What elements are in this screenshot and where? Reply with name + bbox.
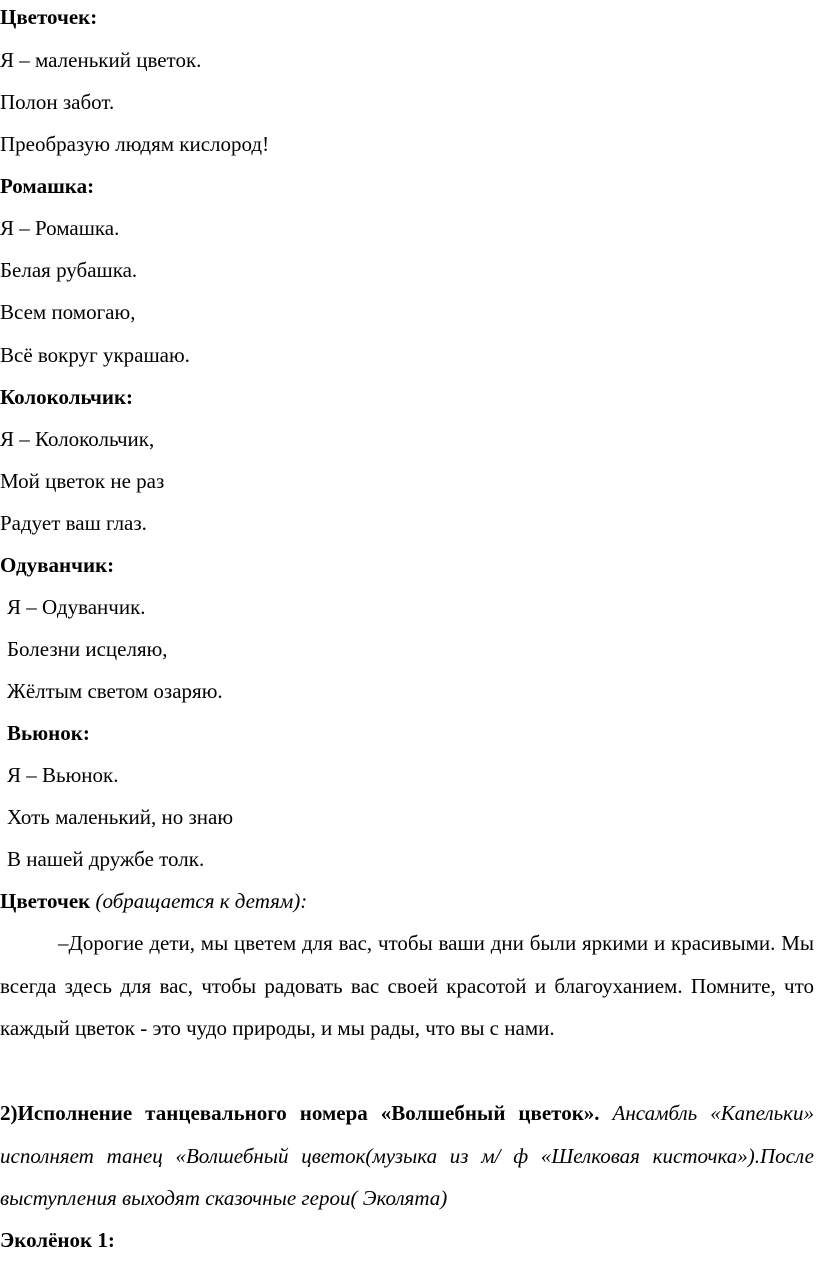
speaker-heading: Цветочек:	[0, 5, 98, 29]
verse-line: Я – Вьюнок.	[7, 763, 119, 787]
verse-line: Белая рубашка.	[0, 258, 138, 282]
verse-line: Я – Ромашка.	[0, 216, 120, 240]
verse-line: Всё вокруг украшаю.	[0, 343, 190, 367]
performance-paragraph	[0, 1092, 814, 1220]
speaker-heading: Одуванчик:	[0, 553, 115, 577]
verse-line: Мой цветок не раз	[0, 469, 165, 493]
verse-line: Всем помогаю,	[0, 300, 136, 324]
verse-line: Жёлтым светом озаряю.	[7, 679, 223, 703]
verse-line: Преобразую людям кислород!	[0, 132, 270, 156]
speaker-heading: Вьюнок:	[7, 721, 90, 745]
speech-text: –Дорогие дети, мы цветем для вас, чтобы ваши дни были яркими и красивыми. Мы всегда здесь для вас, чтобы радовать вас своей красотой и благоуханием. Помните, что каждый цветок - это чудо природы, и мы рады, что вы с нами.	[0, 931, 814, 1040]
speaker-heading: Колокольчик:	[0, 385, 134, 409]
verse-line: Я – Колокольчик,	[0, 427, 155, 451]
speech-paragraph	[0, 922, 814, 1050]
speaker-heading: Эколёнок 1:	[0, 1228, 115, 1252]
speech-speaker: Цветочек	[0, 889, 91, 913]
verse-line: Радует ваш глаз.	[0, 511, 147, 535]
verse-line: Я – Одуванчик.	[7, 595, 146, 619]
verse-line: Полон забот.	[0, 90, 115, 114]
verse-line: Хоть маленький, но знаю	[7, 805, 234, 829]
verse-line: Я – маленький цветок.	[0, 48, 202, 72]
speech-heading	[0, 887, 307, 915]
performance-title: 2)Исполнение танцевального номера «Волшебный цветок».	[0, 1101, 600, 1125]
verse-line: Болезни исцеляю,	[7, 637, 168, 661]
performance-description: Ансамбль «Капельки» исполняет танец «Волшебный цветок(музыка из м/ ф «Шелковая кисточка»).После выступления выходят сказочные герои( Эколята)	[0, 1101, 814, 1210]
speaker-heading: Ромашка:	[0, 174, 95, 198]
verse-line: В нашей дружбе толк.	[7, 847, 205, 871]
stage-direction: (обращается к детям):	[95, 889, 308, 913]
